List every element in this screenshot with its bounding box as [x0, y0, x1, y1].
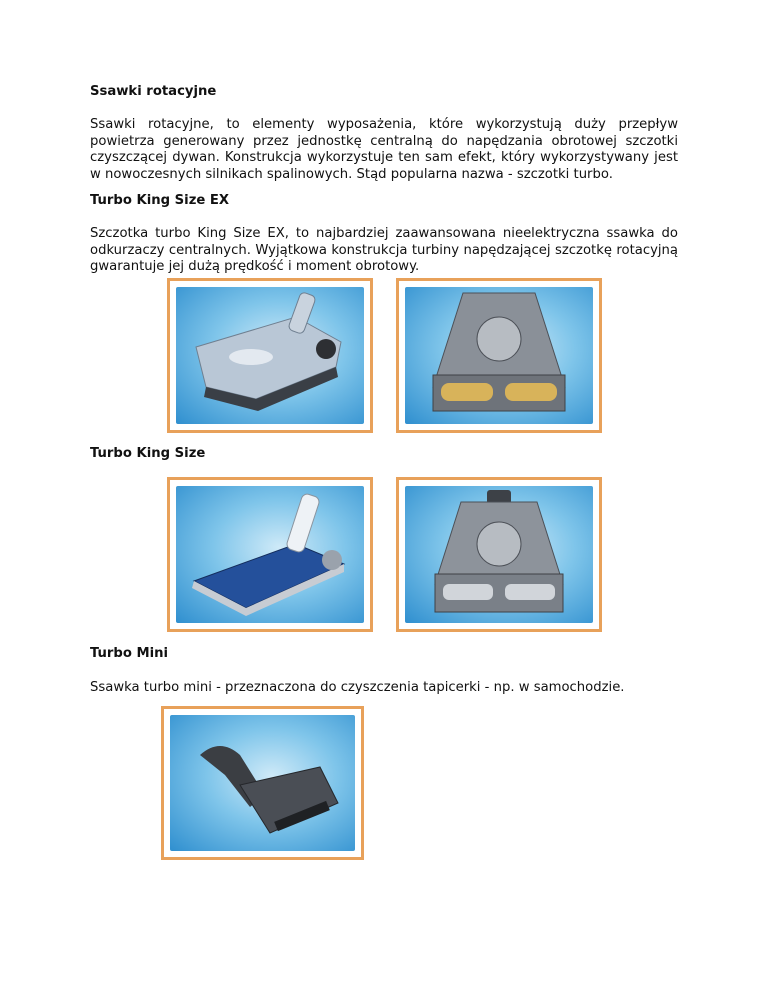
blue-turbo-brush-image — [176, 486, 364, 623]
turbo-king-size-heading: Turbo King Size — [90, 446, 206, 461]
turbo-king-size-ex-paragraph: Szczotka turbo King Size EX, to najbardziej zaawansowana nieelektryczna ssawka do odkurzaczy centralnych. Wyjątkowa konstrukcja turbiny napędzającej szczotkę rotacyjną gwarantuje jej dużą prędkość i moment obrotowy. — [90, 226, 678, 274]
king-size-ex-front-photo — [167, 278, 373, 433]
king-size-front-photo — [167, 477, 373, 632]
silver-turbo-brush-image — [176, 287, 364, 424]
brush-underside-image — [405, 486, 593, 623]
intro-heading: Ssawki rotacyjne — [90, 84, 217, 99]
turbo-mini-photo — [161, 706, 364, 860]
brush-underside-image — [405, 287, 593, 424]
king-size-ex-underside-photo — [396, 278, 602, 433]
mini-turbo-brush-image — [170, 715, 355, 851]
intro-paragraph: Ssawki rotacyjne, to elementy wyposażenia, które wykorzystują duży przepływ powietrza generowany przez jednostkę centralną do napędzania obrotowej szczotki czyszczącej dywan. Konstrukcja wykorzystuje ten sam efekt, który wykorzystywany jest w nowoczesnych silnikach spalinowych. Stąd popularna nazwa - szczotki turbo. — [90, 117, 678, 182]
turbo-king-size-ex-heading: Turbo King Size EX — [90, 193, 230, 208]
king-size-underside-photo — [396, 477, 602, 632]
turbo-mini-heading: Turbo Mini — [90, 646, 169, 661]
turbo-mini-paragraph: Ssawka turbo mini - przeznaczona do czyszczenia tapicerki - np. w samochodzie. — [90, 680, 625, 695]
